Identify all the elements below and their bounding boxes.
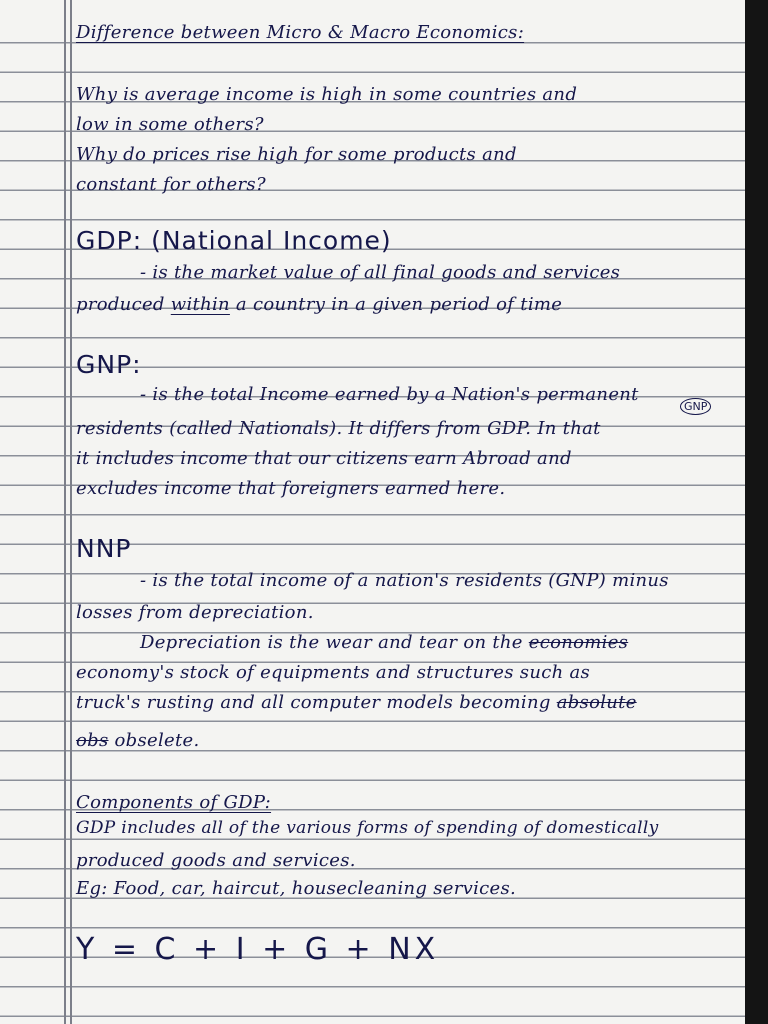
components-line-2: produced goods and services. [76, 850, 356, 871]
gdp-line-2: produced within a country in a given period of time [76, 294, 563, 315]
struck-word-3: obs [76, 730, 109, 751]
gnp-line-1: - is the total Income earned by a Nation's permanent [140, 384, 639, 405]
gdp-emphasis-word: within [170, 294, 230, 315]
nnp-line-3 [140, 632, 741, 653]
margin-line-right [70, 0, 72, 1024]
gnp-heading: GNP: [76, 350, 142, 379]
nnp-line-5-text: truck's rusting and all computer models becoming [76, 692, 551, 713]
gnp-line-3: it includes income that our citizens earn Abroad and [76, 448, 572, 469]
nnp-line-1: - is the total income of a nation's residents (GNP) minus [140, 570, 669, 591]
nnp-line-6 [76, 730, 741, 751]
struck-word-2: absolute [556, 692, 637, 713]
gnp-insertion-mark: GNP [680, 398, 711, 415]
question-line-3: Why do prices rise high for some products and [76, 144, 517, 165]
gnp-line-2: residents (called Nationals). It differs from GDP. In that [76, 418, 601, 439]
page-title: Difference between Micro & Macro Economics: [76, 22, 525, 43]
nnp-line-2: losses from depreciation. [76, 602, 314, 623]
struck-word-1: economies [528, 632, 629, 653]
gdp-line-1: - is the market value of all final goods and services [140, 262, 621, 283]
question-line-1: Why is average income is high in some countries and [76, 84, 578, 105]
gnp-line-4: excludes income that foreigners earned here. [76, 478, 506, 499]
margin-line-left [64, 0, 66, 1024]
gdp-heading: GDP: (National Income) [76, 226, 392, 255]
nnp-heading: NNP [76, 534, 132, 563]
components-line-1: GDP includes all of the various forms of spending of domestically [76, 818, 659, 838]
dark-background-edge [745, 0, 768, 1024]
nnp-line-3-text: Depreciation is the wear and tear on the [140, 632, 523, 653]
gdp-formula: Y = C + I + G + NX [76, 932, 440, 967]
components-heading: Components of GDP: [76, 792, 272, 813]
nnp-line-4: economy's stock of equipments and structures such as [76, 662, 591, 683]
question-line-2: low in some others? [76, 114, 264, 135]
nnp-line-6-text: obselete. [114, 730, 200, 751]
question-line-4: constant for others? [76, 174, 266, 195]
components-line-3: Eg: Food, car, haircut, housecleaning services. [76, 878, 517, 899]
nnp-line-5 [76, 692, 741, 713]
